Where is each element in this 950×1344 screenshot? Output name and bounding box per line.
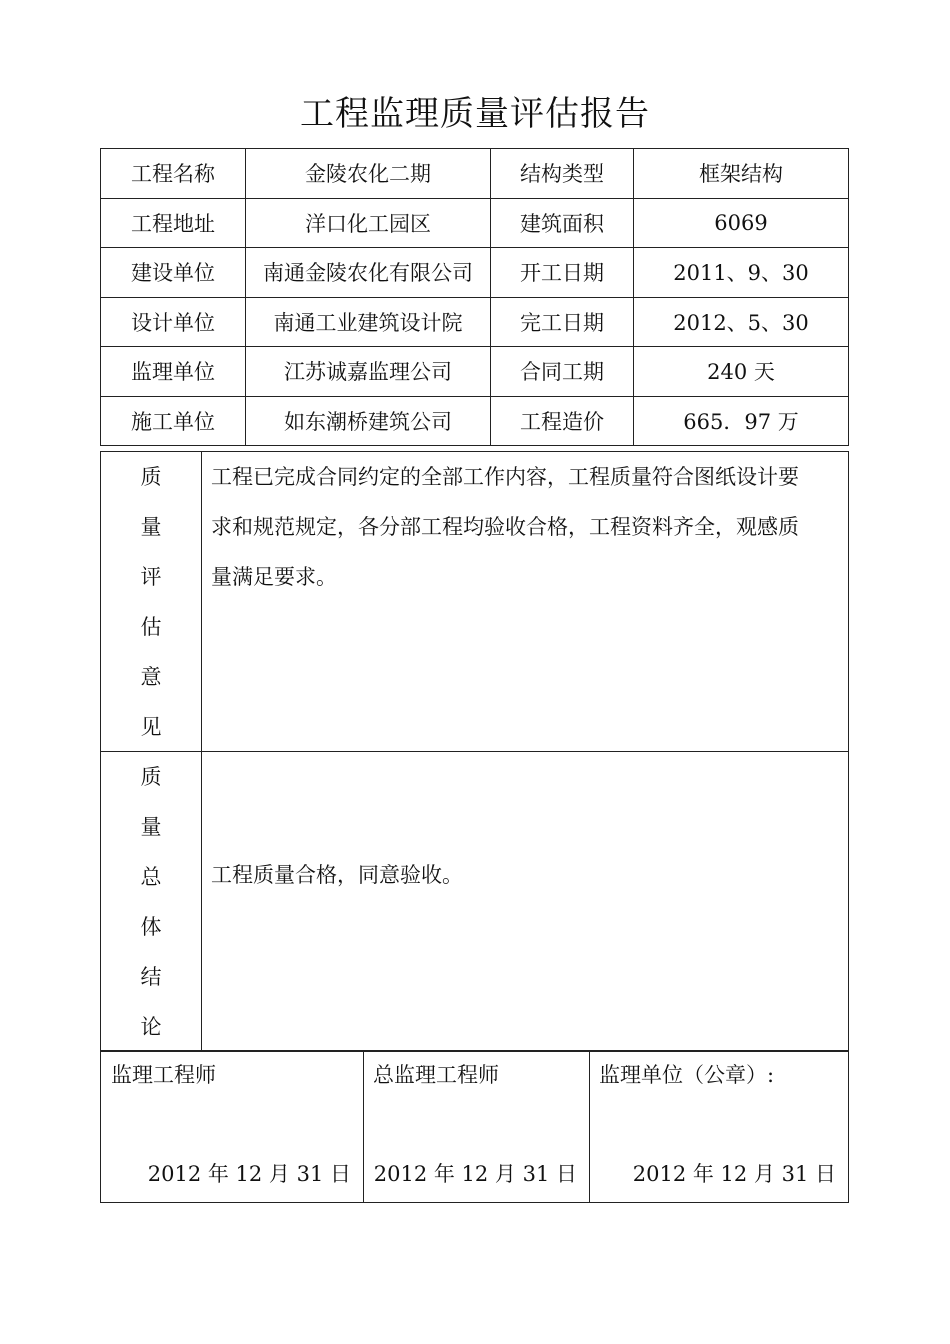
assessment-section: [100, 451, 849, 752]
info-label: 完工日期: [491, 297, 634, 347]
signature-label: 监理单位（公章）:: [599, 1063, 775, 1087]
signature-cell-chief-engineer: [363, 1051, 589, 1202]
info-value: 2011、9、30: [634, 248, 849, 298]
project-info-table: [100, 148, 849, 446]
signature-label: 总监理工程师: [373, 1063, 499, 1087]
vertical-label-char: 估: [140, 615, 162, 639]
info-value: 框架结构: [634, 149, 849, 199]
info-label: 建设单位: [101, 248, 246, 298]
info-label: 建筑面积: [491, 198, 634, 248]
info-value: 665．97 万: [634, 396, 849, 446]
info-row: [101, 297, 849, 347]
info-label: 施工单位: [101, 396, 246, 446]
vertical-label-char: 量: [140, 515, 162, 539]
vertical-label-char: 结: [140, 965, 162, 989]
vertical-label-char: 意: [140, 665, 162, 689]
signature-date: 2012 年 12 月 31 日: [373, 1162, 577, 1186]
info-value: 240 天: [634, 347, 849, 397]
signature-date: 2012 年 12 月 31 日: [632, 1162, 836, 1186]
assessment-opinion: [211, 452, 841, 602]
conclusion-section: [100, 751, 849, 1052]
info-value: 2012、5、30: [634, 297, 849, 347]
vertical-label-char: 量: [140, 815, 162, 839]
info-label: 结构类型: [491, 149, 634, 199]
vertical-label-char: 总: [140, 865, 162, 889]
info-value: 南通工业建筑设计院: [246, 297, 491, 347]
info-value: 洋口化工园区: [246, 198, 491, 248]
info-row: [101, 149, 849, 199]
info-label: 工程名称: [101, 149, 246, 199]
page-title: 工程监理质量评估报告: [300, 94, 650, 134]
info-row: [101, 347, 849, 397]
info-row: [101, 248, 849, 298]
info-value: 如东潮桥建筑公司: [246, 396, 491, 446]
info-row: [101, 198, 849, 248]
signature-date: 2012 年 12 月 31 日: [147, 1162, 351, 1186]
info-value: 6069: [634, 198, 849, 248]
info-value: 南通金陵农化有限公司: [246, 248, 491, 298]
info-value: 金陵农化二期: [246, 149, 491, 199]
vertical-label-char: 质: [140, 465, 162, 489]
vertical-label-char: 体: [140, 915, 162, 939]
info-label: 监理单位: [101, 347, 246, 397]
opinion-line: 量满足要求。: [211, 565, 337, 589]
signature-label: 监理工程师: [111, 1063, 216, 1087]
vertical-label-char: 论: [140, 1015, 162, 1039]
info-value: 江苏诚嘉监理公司: [246, 347, 491, 397]
opinion-line: 工程已完成合同约定的全部工作内容，工程质量符合图纸设计要: [211, 465, 799, 489]
info-label: 开工日期: [491, 248, 634, 298]
info-label: 工程地址: [101, 198, 246, 248]
conclusion-label: [101, 752, 201, 1052]
signature-section: [100, 1050, 849, 1203]
info-label: 合同工期: [491, 347, 634, 397]
conclusion-text: 工程质量合格，同意验收。: [211, 863, 463, 887]
signature-cell-engineer: [101, 1051, 363, 1202]
assessment-label: [101, 452, 201, 752]
info-row: [101, 396, 849, 446]
vertical-label-char: 评: [140, 565, 162, 589]
opinion-line: 求和规范规定，各分部工程均验收合格，工程资料齐全，观感质: [211, 515, 799, 539]
vertical-label-char: 质: [140, 765, 162, 789]
signature-cell-unit: [589, 1051, 848, 1202]
vertical-label-char: 见: [140, 715, 162, 739]
info-label: 工程造价: [491, 396, 634, 446]
info-label: 设计单位: [101, 297, 246, 347]
